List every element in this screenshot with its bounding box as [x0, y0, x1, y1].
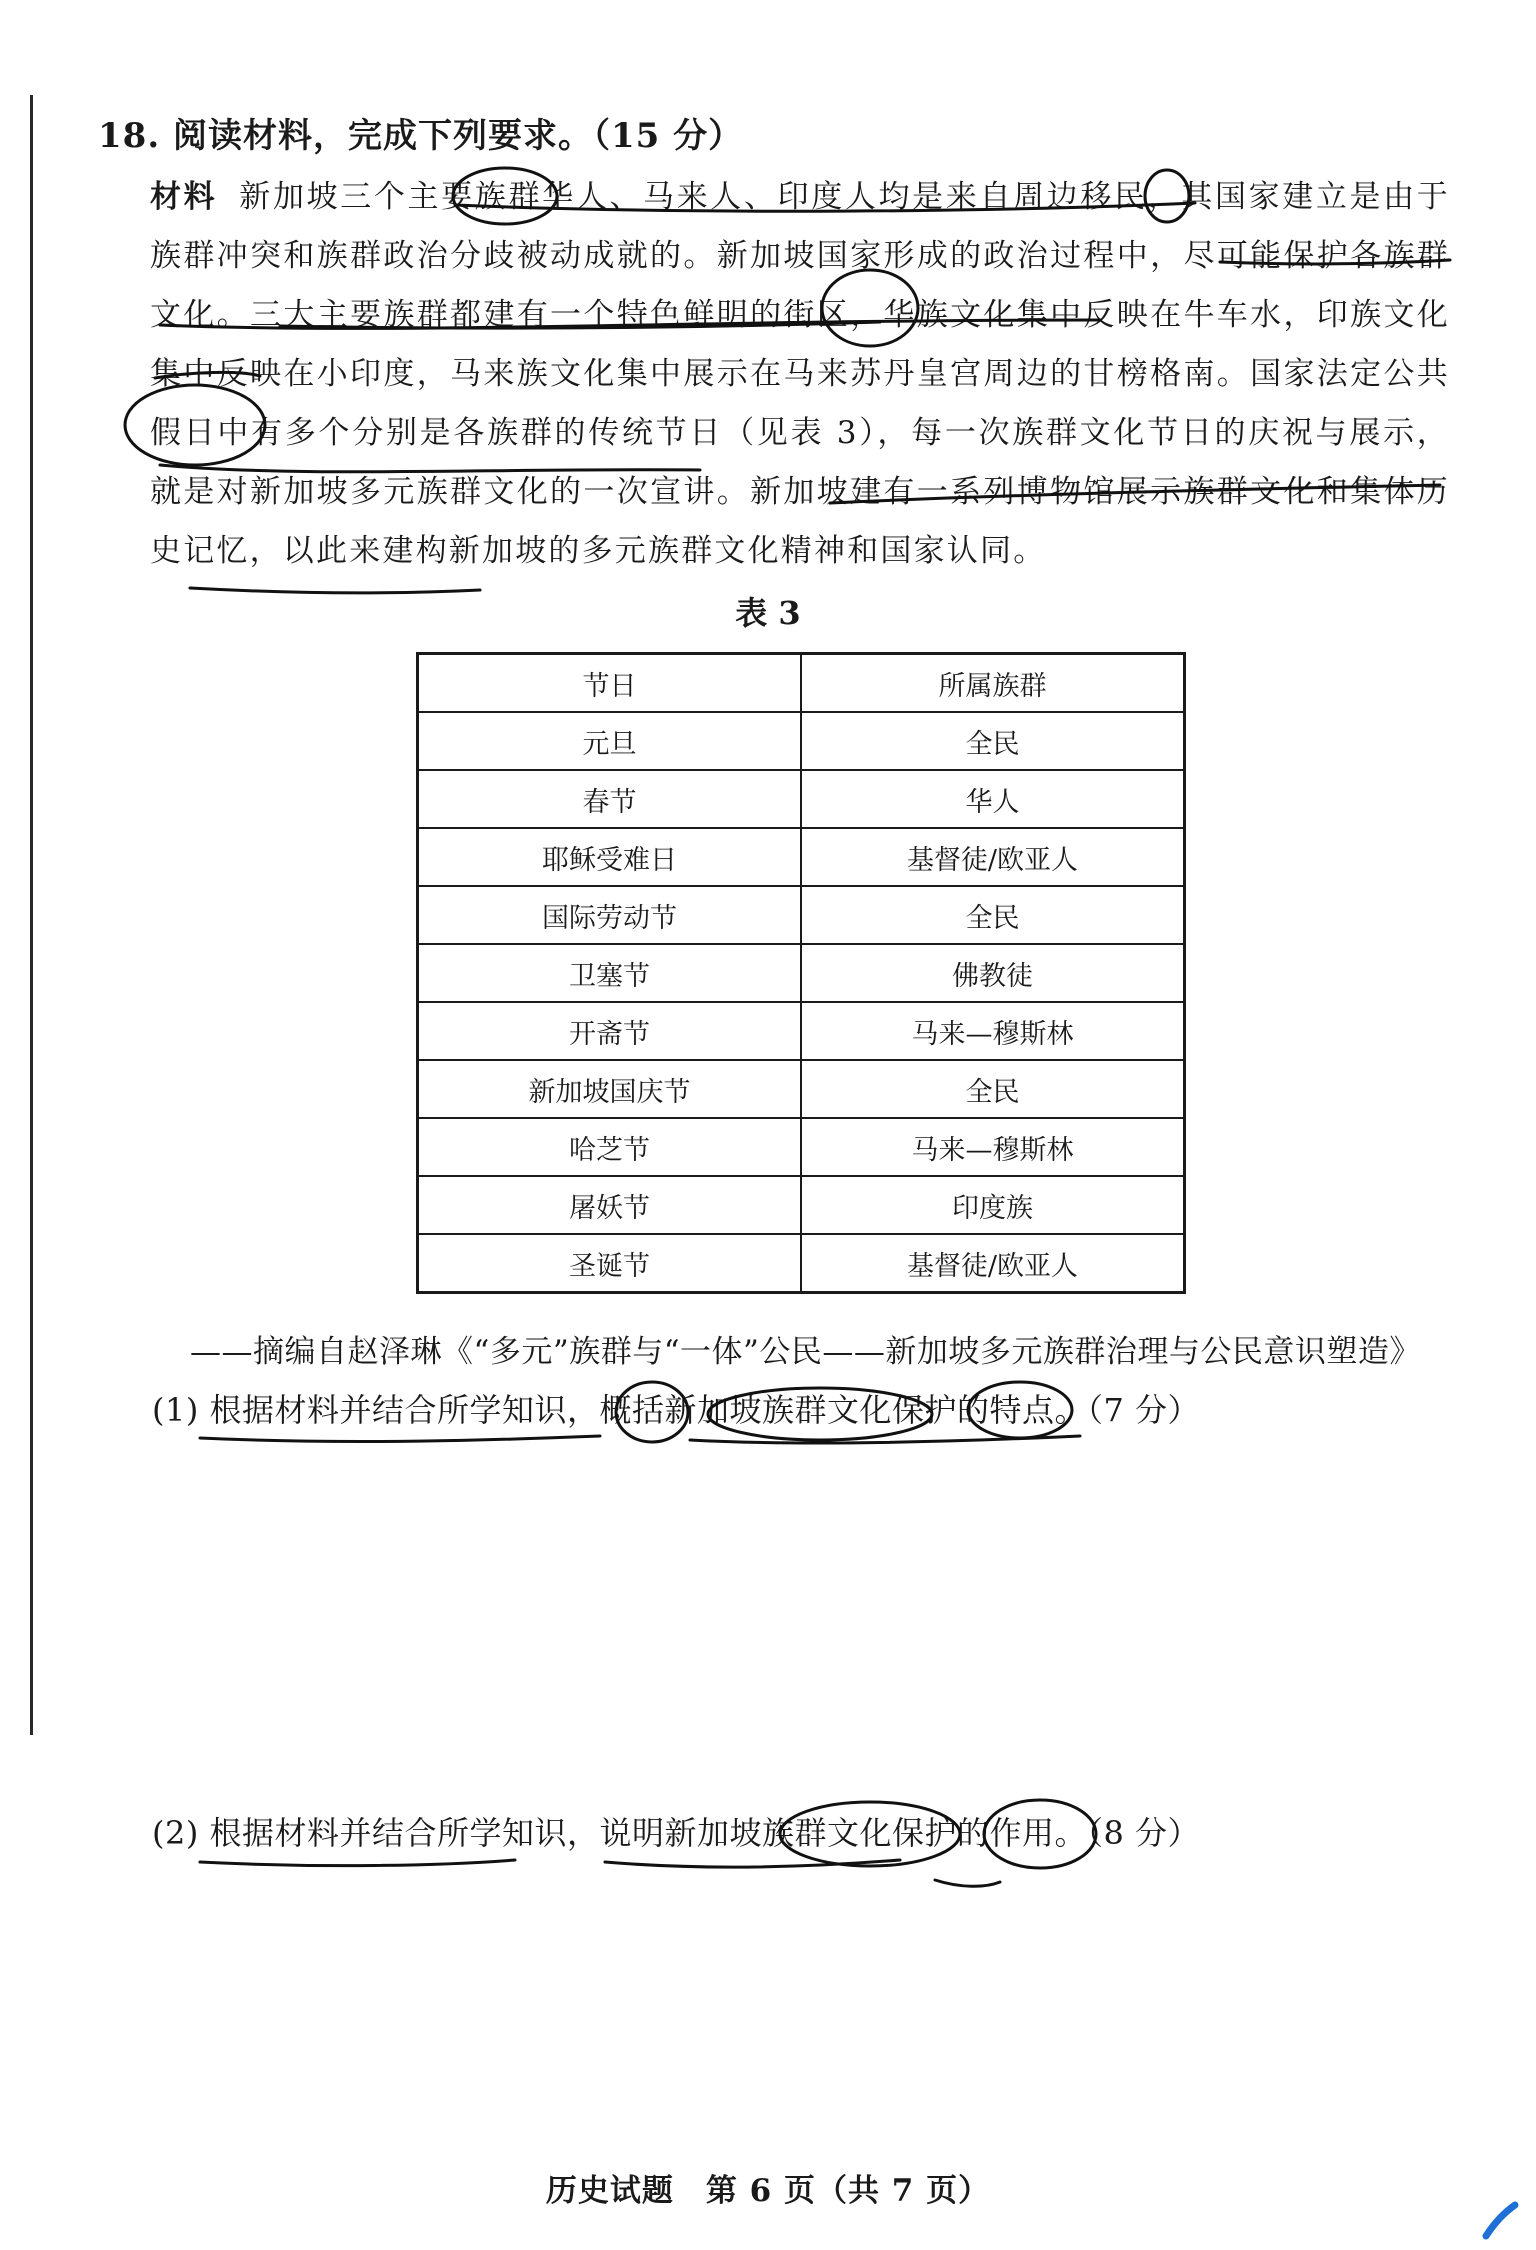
- material-paragraph: [150, 168, 1450, 581]
- table-row: [418, 1176, 1185, 1234]
- table-header-row: [418, 654, 1185, 713]
- table-caption: 表 3: [735, 594, 801, 632]
- pen-underline: [200, 1436, 600, 1442]
- group-cell: 基督徒/欧亚人: [801, 828, 1185, 886]
- pen-underline: [690, 1436, 1080, 1443]
- group-cell: 佛教徒: [801, 944, 1185, 1002]
- holiday-cell: 国际劳动节: [418, 886, 802, 944]
- table-row: [418, 1118, 1185, 1176]
- pen-underline: [200, 1860, 515, 1866]
- group-cell: 华人: [801, 770, 1185, 828]
- holiday-cell: 耶稣受难日: [418, 828, 802, 886]
- binding-margin-line: [30, 95, 33, 1735]
- holiday-cell: 屠妖节: [418, 1176, 802, 1234]
- group-cell: 马来—穆斯林: [801, 1118, 1185, 1176]
- table-row: [418, 1234, 1185, 1293]
- table-row: [418, 1002, 1185, 1060]
- group-cell: 基督徒/欧亚人: [801, 1234, 1185, 1293]
- group-cell: 全民: [801, 712, 1185, 770]
- holiday-cell: 哈芝节: [418, 1118, 802, 1176]
- source-citation: ——摘编自赵泽琳《“多元”族群与“一体”公民——新加坡多元族群治理与公民意识塑造》: [190, 1334, 1421, 1370]
- table-header-cell: 节日: [418, 654, 802, 713]
- table-row: [418, 828, 1185, 886]
- material-label: 材料: [150, 179, 218, 215]
- table-row: [418, 944, 1185, 1002]
- holiday-cell: 新加坡国庆节: [418, 1060, 802, 1118]
- group-cell: 全民: [801, 886, 1185, 944]
- page-footer: 历史试题 第 6 页（共 7 页）: [545, 2173, 991, 2209]
- pen-underline: [605, 1860, 900, 1867]
- table-header-cell: 所属族群: [801, 654, 1185, 713]
- table-row: [418, 712, 1185, 770]
- holiday-cell: 元旦: [418, 712, 802, 770]
- group-cell: 全民: [801, 1060, 1185, 1118]
- question-heading: 18. 阅读材料，完成下列要求。（15 分）: [98, 116, 744, 156]
- pen-underline: [935, 1880, 1000, 1886]
- group-cell: 马来—穆斯林: [801, 1002, 1185, 1060]
- holiday-cell: 圣诞节: [418, 1234, 802, 1293]
- subquestion-1: (1) 根据材料并结合所学知识，概括新加坡族群文化保护的特点。（7 分）: [152, 1391, 1201, 1429]
- material-text: 新加坡三个主要族群华人、马来人、印度人均是来自周边移民，其国家建立是由于族群冲突和族群政治分歧被动成就的。新加坡国家形成的政治过程中，尽可能保护各族群文化。三大主要族群都建有一个特色鲜明的街区，华族文化集中反映在牛车水，印族文化集中反映在小印度，马来族文化集中展示在马来苏丹皇宫周边的甘榜格南。国家法定公共假日中有多个分别是各族群的传统节日（见表 3），每一次族群文化节日的庆祝与展示，就是对新加坡多元族群文化的一次宣讲。新加坡建有一系列博物馆展示族群文化和集体历史记忆，以此来建构新加坡的多元族群文化精神和国家认同。: [150, 179, 1450, 569]
- holiday-table: [416, 652, 1186, 1294]
- table-row: [418, 886, 1185, 944]
- holiday-cell: 卫塞节: [418, 944, 802, 1002]
- group-cell: 印度族: [801, 1176, 1185, 1234]
- subquestion-2: (2) 根据材料并结合所学知识，说明新加坡族群文化保护的作用。（8 分）: [152, 1814, 1201, 1852]
- table-row: [418, 1060, 1185, 1118]
- holiday-cell: 开斋节: [418, 1002, 802, 1060]
- table-row: [418, 770, 1185, 828]
- holiday-cell: 春节: [418, 770, 802, 828]
